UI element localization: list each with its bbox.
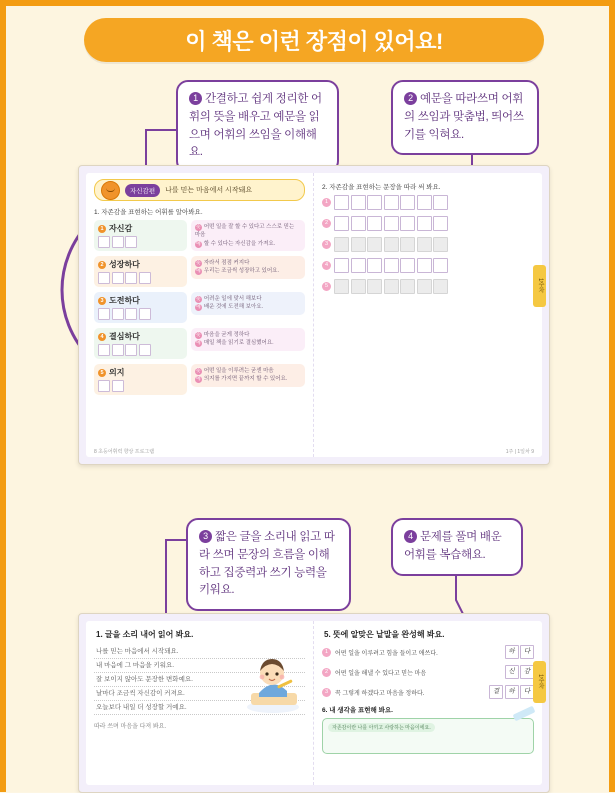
vocab-word-box <box>94 292 187 323</box>
vocab-number: 5 <box>98 369 106 377</box>
book-spread-top <box>78 165 550 465</box>
vocab-row <box>94 220 305 251</box>
writing-cells[interactable] <box>98 308 183 320</box>
free-writing-tag: 자존감이란 나를 아끼고 사랑하는 마음이에요. <box>328 723 435 732</box>
reading-line: 잘 보이지 않아도 문장한 변화예요. <box>94 673 305 687</box>
spread-bottom-right-page <box>314 621 542 785</box>
mascot-icon <box>101 181 120 200</box>
vocab-meaning: 어려운 일에 맞서 해보다 <box>203 296 262 302</box>
callout-4-text: 문제를 풀며 배운 어휘를 복습해요. <box>404 531 502 561</box>
answer-cell[interactable]: 감 <box>520 665 534 679</box>
vocab-meaning-box <box>191 292 305 315</box>
quiz-item <box>322 645 534 659</box>
quiz-item <box>322 665 534 679</box>
vocab-word <box>98 223 183 234</box>
callout-1-number: 1 <box>189 92 202 105</box>
vocab-word <box>98 259 183 270</box>
quiz-number: 1 <box>322 648 331 657</box>
vocab-word-text: 자신감 <box>109 224 133 233</box>
vocab-word <box>98 295 183 306</box>
answer-cells[interactable] <box>489 685 534 699</box>
vocab-example: 의지를 가지면 끝까지 할 수 있어요. <box>203 376 288 383</box>
reading-line: 날마다 조금씩 자신감이 커져요. <box>94 687 305 701</box>
sentence-grid[interactable] <box>334 216 448 231</box>
vocab-number: 4 <box>98 333 106 341</box>
callout-3 <box>186 518 351 611</box>
vocab-word-box <box>94 220 187 251</box>
vocab-row <box>94 256 305 287</box>
bullet-icon: 예 <box>195 376 201 383</box>
sentence-grid[interactable] <box>334 237 448 252</box>
vocab-example: 매일 책을 읽기로 결심했어요. <box>203 340 274 347</box>
sentence-row <box>322 237 534 252</box>
sentence-number: 2 <box>322 219 331 228</box>
sentence-row <box>322 216 534 231</box>
callout-1-text: 간결하고 쉽게 정리한 어휘의 뜻을 배우고 예문을 읽으며 어휘의 쓰임을 이해해요. <box>189 93 322 159</box>
reading-line: 나를 믿는 마음에서 시작돼요. <box>94 645 305 659</box>
quiz-text: 어떤 일을 이루려고 힘을 들이고 애쓰다. <box>335 650 438 657</box>
vocab-number: 2 <box>98 261 106 269</box>
vocab-meaning: 자라서 점점 커지다 <box>203 260 250 266</box>
callout-2-number: 2 <box>404 92 417 105</box>
kid-illustration <box>241 653 305 715</box>
callout-4-number: 4 <box>404 530 417 543</box>
quiz-text: 꼭 그렇게 하겠다고 마음을 정하다. <box>335 690 425 697</box>
extra-title: 6. 내 생각을 표현해 봐요. <box>322 707 393 714</box>
sentence-row <box>322 195 534 210</box>
reading-line: 내 마음에 그 마음을 키워요. <box>94 659 305 673</box>
page-footer-left: 8 초등어휘력 향상 프로그램 <box>94 449 155 455</box>
answer-cell[interactable]: 다 <box>520 685 534 699</box>
vocab-meaning-box <box>191 220 305 251</box>
side-tab[interactable]: 1주차 <box>533 661 546 703</box>
answer-cell[interactable]: 하 <box>505 645 519 659</box>
sentence-number: 5 <box>322 282 331 291</box>
vocab-example: 우리는 조금씩 성장하고 있어요. <box>203 268 280 275</box>
sentence-grid[interactable] <box>334 195 448 210</box>
vocab-meaning-box <box>191 328 305 351</box>
callout-2-text: 예문을 따라쓰며 어휘의 쓰임과 맞춤법, 띄어쓰기를 익혀요. <box>404 93 524 141</box>
question-1: 1. 자존감을 표현하는 어휘를 알아봐요. <box>94 209 203 216</box>
callout-3-text: 짧은 글을 소리내 읽고 따라 쓰며 문장의 흐름을 이해하고 집중력과 쓰기 능력을 키워요. <box>199 531 335 597</box>
vocab-word-box <box>94 328 187 359</box>
vocab-row <box>94 328 305 359</box>
vocab-word-text: 성장하다 <box>109 260 140 269</box>
page-footer-right: 1주 | 1일차 9 <box>505 449 534 455</box>
vocab-word-text: 도전하다 <box>109 296 140 305</box>
answer-cell[interactable]: 다 <box>520 645 534 659</box>
answer-cells[interactable] <box>505 645 535 659</box>
vocab-example: 배운 것에 도전해 보아요. <box>203 304 264 311</box>
vocab-word-text: 의지 <box>109 368 125 377</box>
sentence-number: 3 <box>322 240 331 249</box>
bullet-icon: 예 <box>195 240 201 247</box>
worksheet-badge: 자신감편 <box>125 184 160 197</box>
spread-top-right-page <box>314 173 542 457</box>
bullet-icon: 뜻 <box>195 332 201 338</box>
vocab-word-text: 결심하다 <box>109 332 140 341</box>
vocab-word <box>98 331 183 342</box>
book-spread-bottom <box>78 613 550 793</box>
sentence-row <box>322 258 534 273</box>
quiz-number: 3 <box>322 688 331 697</box>
vocab-meaning-box <box>191 364 305 387</box>
spread-top-left-page <box>86 173 314 457</box>
bullet-icon: 뜻 <box>195 296 201 302</box>
answer-cells[interactable] <box>505 665 535 679</box>
quiz-title: 5. 뜻에 알맞은 낱말을 완성해 봐요. <box>324 630 445 639</box>
sentence-number: 4 <box>322 261 331 270</box>
vocab-number: 1 <box>98 225 106 233</box>
vocab-row <box>94 364 305 395</box>
writing-cells[interactable] <box>98 272 183 284</box>
spread-bottom-left-page <box>86 621 314 785</box>
answer-cell[interactable]: 신 <box>505 665 519 679</box>
page-title: 이 책은 이런 장점이 있어요! <box>84 18 544 62</box>
vocab-example: 할 수 있다는 자신감을 가져요. <box>203 240 276 247</box>
callout-2 <box>391 80 539 155</box>
vocab-word-box <box>94 364 187 395</box>
worksheet-title: 나를 믿는 마음에서 시작돼요 <box>165 187 253 194</box>
answer-cell[interactable]: 결 <box>489 685 503 699</box>
vocab-row <box>94 292 305 323</box>
answer-cell[interactable]: 하 <box>505 685 519 699</box>
write-prompt: 따라 쓰며 마음을 다져 봐요. <box>94 724 167 730</box>
quiz-item <box>322 685 534 699</box>
vocab-meaning: 어떤 일을 잘 할 수 있다고 스스로 믿는 마음 <box>194 224 295 239</box>
writing-cells[interactable] <box>98 380 183 392</box>
quiz-number: 2 <box>322 668 331 677</box>
writing-cells[interactable] <box>98 236 183 248</box>
vocab-word <box>98 367 183 378</box>
reading-line: 오늘보다 내일 더 성장할 거예요. <box>94 701 305 715</box>
callout-1 <box>176 80 339 173</box>
worksheet-header <box>94 179 305 201</box>
question-2: 2. 자존감을 표현하는 문장을 따라 써 봐요. <box>322 184 441 191</box>
vocab-word-box <box>94 256 187 287</box>
side-tab[interactable]: 1주차 <box>533 265 546 307</box>
vocab-meaning: 어떤 일을 이루려는 굳센 마음 <box>203 368 274 374</box>
vocab-number: 3 <box>98 297 106 305</box>
bullet-icon: 예 <box>195 340 201 347</box>
sentence-grid[interactable] <box>334 258 448 273</box>
bullet-icon: 뜻 <box>195 260 201 266</box>
vocab-meaning-box <box>191 256 305 279</box>
reading-title: 1. 글을 소리 내어 읽어 봐요. <box>96 630 194 639</box>
vocab-meaning: 마음을 굳게 정하다 <box>203 332 250 338</box>
quiz-text: 어떤 일을 해낼 수 있다고 믿는 마음 <box>335 670 427 677</box>
callout-4 <box>391 518 523 576</box>
free-writing-box[interactable] <box>322 718 534 754</box>
sentence-row <box>322 279 534 294</box>
writing-cells[interactable] <box>98 344 183 356</box>
bullet-icon: 예 <box>195 304 201 311</box>
sentence-grid[interactable] <box>334 279 448 294</box>
callout-3-number: 3 <box>199 530 212 543</box>
bullet-icon: 뜻 <box>195 224 201 230</box>
bullet-icon: 예 <box>195 268 201 275</box>
sentence-number: 1 <box>322 198 331 207</box>
bullet-icon: 뜻 <box>195 368 201 374</box>
